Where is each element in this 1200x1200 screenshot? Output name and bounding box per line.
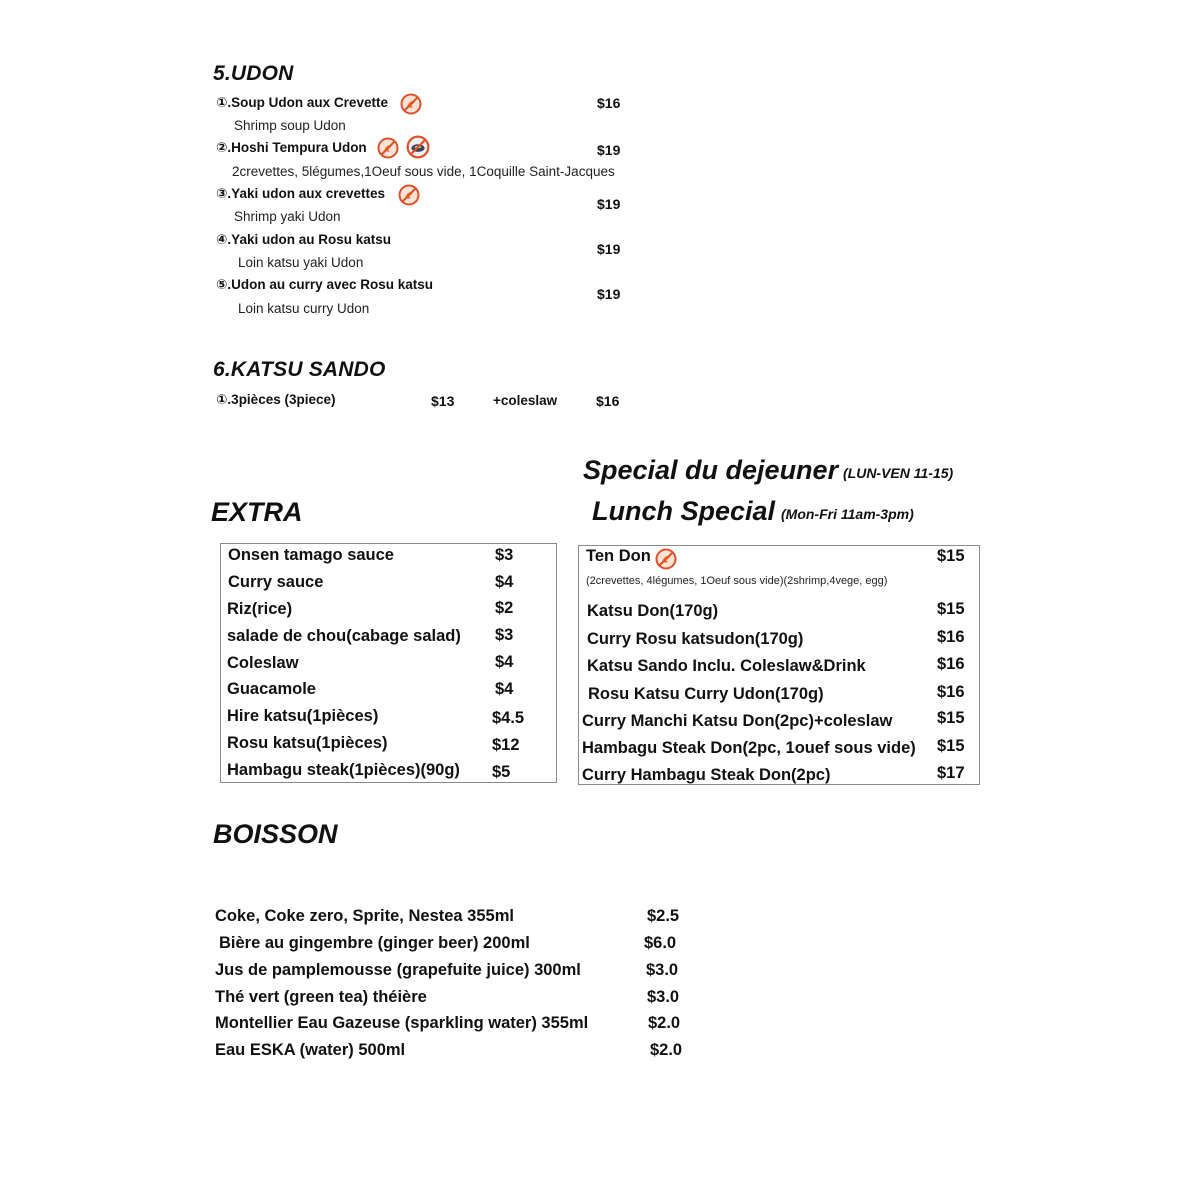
udon-item-3-desc: Shrimp yaki Udon — [234, 209, 341, 224]
drink-item-name: Bière au gingembre (ginger beer) 200ml — [219, 934, 530, 952]
udon-item-5-desc: Loin katsu curry Udon — [238, 301, 370, 316]
lunch-item-price: $16 — [937, 683, 965, 701]
extra-item-price: $3 — [495, 546, 514, 564]
extra-item-price: $4 — [495, 680, 514, 698]
udon-item-1-name: ①.Soup Udon aux Crevette — [216, 95, 388, 110]
lunch-item-price: $15 — [937, 709, 965, 727]
extra-item-price: $4.5 — [492, 709, 525, 727]
no-shellfish-icon — [406, 135, 430, 159]
lunch-item-name: Curry Hambagu Steak Don(2pc) — [582, 766, 831, 784]
udon-item-1-desc: Shrimp soup Udon — [234, 118, 346, 133]
no-shrimp-icon — [377, 137, 399, 159]
extra-item-name: Onsen tamago sauce — [228, 546, 394, 564]
lunch-item-name: Curry Manchi Katsu Don(2pc)+coleslaw — [582, 712, 893, 730]
lunch-item-price: $16 — [937, 655, 965, 673]
udon-item-1-price: $16 — [597, 95, 621, 111]
extra-item-price: $5 — [492, 763, 511, 781]
lunch-ten-don-price: $15 — [937, 547, 965, 565]
no-shrimp-icon — [398, 184, 420, 206]
udon-item-5-price: $19 — [597, 286, 621, 302]
boisson-section-title: BOISSON — [213, 819, 338, 849]
katsu-sando-item-price: $13 — [431, 393, 455, 409]
lunch-ten-don-name: Ten Don — [586, 547, 651, 565]
lunch-item-name: Katsu Don(170g) — [587, 602, 719, 620]
udon-item-3-name: ③.Yaki udon aux crevettes — [216, 186, 386, 201]
katsu-sando-item-name: ①.3pièces (3piece) — [216, 392, 336, 407]
lunch-item-price: $15 — [937, 600, 965, 618]
lunch-hours-en: (Mon-Fri 11am-3pm) — [781, 506, 914, 522]
katsu-sando-extra-price: $16 — [596, 393, 620, 409]
extra-item-name: Coleslaw — [227, 654, 299, 672]
lunch-title-fr: Special du dejeuner — [583, 455, 839, 485]
lunch-title-en: Lunch Special — [592, 496, 776, 526]
extra-item-name: Rosu katsu(1pièces) — [227, 734, 388, 752]
lunch-item-price: $17 — [937, 764, 965, 782]
extra-item-price: $2 — [495, 599, 514, 617]
drink-item-price: $3.0 — [646, 961, 679, 979]
udon-item-2-desc: 2crevettes, 5légumes,1Oeuf sous vide, 1Coquille Saint-Jacques — [232, 164, 615, 179]
drink-item-price: $2.0 — [648, 1014, 681, 1032]
lunch-ten-don-desc: (2crevettes, 4légumes, 1Oeuf sous vide)(2shrimp,4vege, egg) — [586, 575, 888, 587]
udon-item-4-name: ④.Yaki udon au Rosu katsu — [216, 232, 391, 247]
extra-item-name: Riz(rice) — [227, 600, 293, 618]
drink-item-name: Coke, Coke zero, Sprite, Nestea 355ml — [215, 907, 514, 925]
lunch-item-price: $15 — [937, 737, 965, 755]
drink-item-price: $6.0 — [644, 934, 677, 952]
udon-section-title: 5.UDON — [213, 62, 294, 85]
drink-item-name: Thé vert (green tea) théière — [215, 988, 427, 1006]
extra-item-name: Hire katsu(1pièces) — [227, 707, 379, 725]
drink-item-name: Montellier Eau Gazeuse (sparkling water) 355ml — [215, 1014, 589, 1032]
lunch-hours-fr: (LUN-VEN 11-15) — [843, 465, 954, 481]
drink-item-name: Jus de pamplemousse (grapefuite juice) 300ml — [215, 961, 581, 979]
udon-item-4-desc: Loin katsu yaki Udon — [238, 255, 364, 270]
udon-item-2-name: ②.Hoshi Tempura Udon — [216, 140, 367, 155]
extra-item-price: $12 — [492, 736, 520, 754]
udon-item-4-price: $19 — [597, 241, 621, 257]
extra-item-price: $4 — [495, 653, 514, 671]
udon-item-5-name: ⑤.Udon au curry avec Rosu katsu — [216, 277, 433, 292]
lunch-item-price: $16 — [937, 628, 965, 646]
no-shrimp-icon — [400, 93, 422, 115]
drink-item-price: $2.5 — [647, 907, 680, 925]
lunch-item-name: Katsu Sando Inclu. Coleslaw&Drink — [587, 657, 866, 675]
lunch-item-name: Curry Rosu katsudon(170g) — [587, 630, 804, 648]
drink-item-name: Eau ESKA (water) 500ml — [215, 1041, 406, 1059]
extra-item-name: Hambagu steak(1pièces)(90g) — [227, 761, 460, 779]
katsu-sando-section-title: 6.KATSU SANDO — [213, 358, 386, 381]
extra-item-name: Guacamole — [227, 680, 316, 698]
extra-item-name: Curry sauce — [228, 573, 324, 591]
extra-item-name: salade de chou(cabage salad) — [227, 627, 461, 645]
udon-item-3-price: $19 — [597, 196, 621, 212]
lunch-item-name: Hambagu Steak Don(2pc, 1ouef sous vide) — [582, 739, 916, 757]
extra-item-price: $4 — [495, 573, 514, 591]
lunch-item-name: Rosu Katsu Curry Udon(170g) — [588, 685, 824, 703]
extra-item-price: $3 — [495, 626, 514, 644]
extra-section-title: EXTRA — [211, 497, 303, 527]
katsu-sando-extra-label: +coleslaw — [493, 393, 558, 408]
drink-item-price: $3.0 — [647, 988, 680, 1006]
no-shrimp-icon — [655, 548, 677, 570]
udon-item-2-price: $19 — [597, 142, 621, 158]
drink-item-price: $2.0 — [650, 1041, 683, 1059]
